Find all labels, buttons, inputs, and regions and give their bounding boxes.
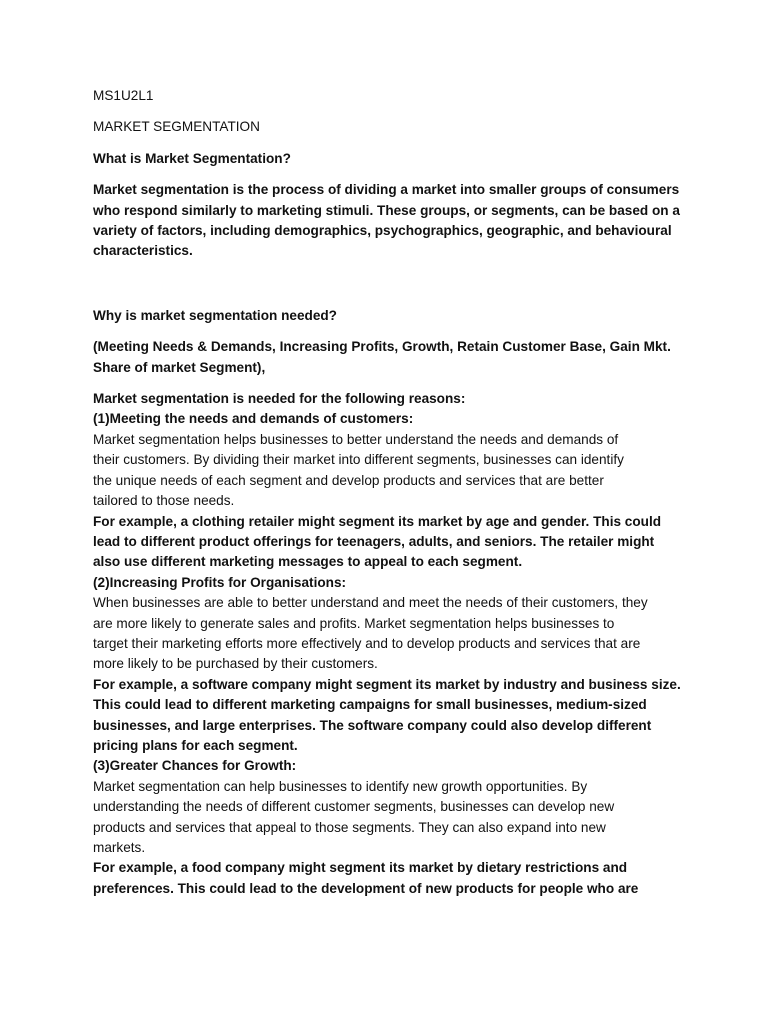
example-line: pricing plans for each segment. [93, 737, 298, 753]
document-code: MS1U2L1 [93, 88, 154, 103]
paragraph-line: more likely to be purchased by their customers. [93, 656, 378, 672]
paragraph-line: (Meeting Needs & Demands, Increasing Profits, Growth, Retain Customer Base, Gain Mkt. [93, 339, 671, 355]
paragraph-line: Market segmentation can help businesses to identify new growth opportunities. By [93, 778, 588, 794]
paragraph-line: variety of factors, including demographics, psychographics, geographic, and behavioural [93, 223, 672, 239]
paragraph-line: Market segmentation is the process of dividing a market into smaller groups of consumers [93, 182, 680, 198]
reason-section [93, 573, 683, 757]
paragraph-line: products and services that appeal to those segments. They can also expand into new [93, 819, 606, 835]
example-line: businesses, and large enterprises. The software company could also develop different [93, 717, 652, 733]
example-line: For example, a software company might segment its market by industry and business size. [93, 676, 681, 692]
paragraph-line: Share of market Segment), [93, 359, 266, 375]
reason-section [93, 409, 683, 572]
example-line: For example, a food company might segment its market by dietary restrictions and [93, 860, 628, 876]
example-line: preferences. This could lead to the development of new products for people who are [93, 880, 639, 896]
paragraph-line: the unique needs of each segment and develop products and services that are better [93, 472, 604, 488]
paragraph-line: are more likely to generate sales and profits. Market segmentation helps businesses to [93, 615, 615, 631]
example-line: lead to different product offerings for teenagers, adults, and seniors. The retailer might [93, 533, 655, 549]
reason-section [93, 756, 683, 899]
paragraph-line: tailored to those needs. [93, 493, 235, 509]
paragraph-line: When businesses are able to better understand and meet the needs of their customers, they [93, 595, 648, 611]
paragraph-line: understanding the needs of different customer segments, businesses can develop new [93, 799, 615, 815]
paragraph-line: target their marketing efforts more effectively and to develop products and services that are [93, 635, 641, 651]
question-why-needed: Why is market segmentation needed? [93, 307, 337, 323]
example-line: This could lead to different marketing campaigns for small businesses, medium-sized [93, 697, 647, 713]
paragraph-line: characteristics. [93, 243, 193, 259]
reason-heading: (1)Meeting the needs and demands of customers: [93, 411, 414, 427]
summary-paragraph [93, 337, 683, 378]
paragraph-line: markets. [93, 840, 146, 855]
question-what-is: What is Market Segmentation? [93, 150, 291, 166]
paragraph-line: Market segmentation helps businesses to better understand the needs and demands of [93, 431, 619, 447]
paragraph-line: their customers. By dividing their market into different segments, businesses can identify [93, 452, 624, 468]
reasons-intro: Market segmentation is needed for the following reasons: [93, 391, 466, 407]
document-title: MARKET SEGMENTATION [93, 119, 260, 135]
example-line: For example, a clothing retailer might segment its market by age and gender. This could [93, 513, 662, 529]
document-content [93, 86, 683, 899]
reason-heading: (3)Greater Chances for Growth: [93, 758, 297, 774]
example-line: also use different marketing messages to appeal to each segment. [93, 554, 523, 570]
definition-paragraph [93, 180, 683, 262]
paragraph-line: who respond similarly to marketing stimuli. These groups, or segments, can be based on a [93, 202, 680, 218]
reason-heading: (2)Increasing Profits for Organisations: [93, 574, 347, 590]
